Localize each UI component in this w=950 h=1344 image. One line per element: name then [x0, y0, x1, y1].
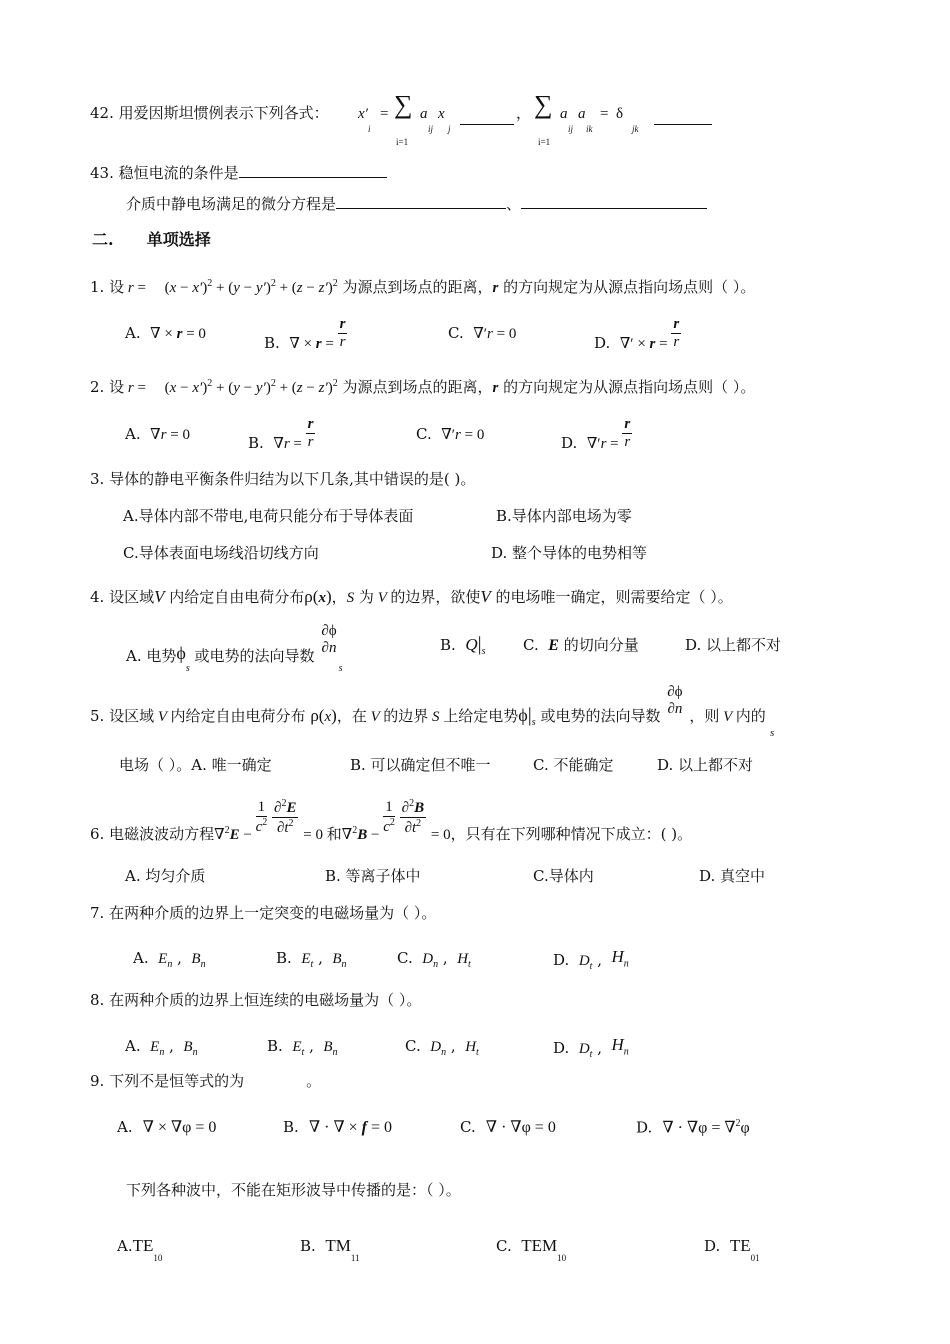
q7-b-label: B.	[276, 949, 292, 967]
q6-t1: 电磁波波动方程	[109, 824, 215, 843]
q6-t3: ，只有在下列哪种情况下成立：( )。	[450, 824, 693, 843]
q6-stem: 6. 电磁波波动方程∇$^2$E − $\frac{1}{c^2}$ $\frac{\partial^2E}{\partial t^2}$ = 0 和∇$^2$B − $\frac{1}{c^2}$ $\frac{\partial^2B}{\partial t^2}$ = 0，只有在下列哪种情况下成立：( )。	[90, 798, 693, 843]
q2-option-b[interactable]: B. ∇r = $\frac{r}{r}$	[248, 416, 314, 452]
q7-d-label: D.	[553, 951, 570, 969]
q9-text: 下列不是恒等式的为	[109, 1072, 245, 1090]
q5-t2: 内给定自由电荷分布	[170, 707, 306, 726]
q1-post: 为源点到场点的距离，	[342, 278, 493, 296]
q1-pre: 设	[109, 278, 125, 296]
q42-separator: ，	[516, 104, 532, 122]
q42-blank-2[interactable]	[654, 110, 712, 125]
q3-option-d[interactable]: D. 整个导体的电势相等	[491, 544, 648, 562]
q3-option-c[interactable]: C.导体表面电场线沿切线方向	[123, 544, 319, 562]
q1-option-d[interactable]: D. ∇′ × r = $\frac{r}{r}$	[594, 316, 680, 352]
q2-option-d[interactable]: D. ∇′r = $\frac{r}{r}$	[561, 416, 631, 452]
q2-stem: 2. 设 r = $(x - x')^2 + (y - y')^2 + (z - z')^2$ 为源点到场点的距离，r 的方向规定为从源点指向场点则（ ）。	[90, 378, 756, 396]
q4-t4: 为	[358, 588, 374, 606]
q1-b-label: B.	[264, 333, 280, 352]
q3-number: 3.	[90, 470, 105, 488]
q7-a-label: A.	[133, 949, 149, 967]
q5-t1: 设区域	[109, 707, 155, 726]
q9-option-a[interactable]: A. ∇ × ∇φ = 0	[117, 1118, 217, 1136]
q42-number: 42.	[90, 104, 114, 122]
q42-line	[90, 106, 329, 121]
q43-blank-1[interactable]	[239, 163, 387, 178]
q8-option-b[interactable]: B. $E_t$ , $B_n$	[267, 1037, 338, 1058]
q4-option-a[interactable]: A. 电势$\phi_s$ 或电势的法向导数 ∂ϕ ∂n $_s$	[126, 623, 343, 675]
q2-post-2: 的方向规定为从源点指向场点则（ ）。	[503, 378, 756, 396]
q4-t5: 的边界，欲使	[390, 588, 481, 606]
q5-t5: 上给定电势	[443, 707, 519, 726]
q6-option-c[interactable]: C.导体内	[533, 867, 594, 885]
q10-a-mode: TE	[132, 1236, 154, 1255]
q10-d-mode: TE	[729, 1236, 751, 1255]
q8-text: 在两种介质的边界上恒连续的电磁场量为（ ）。	[109, 991, 422, 1009]
q43-text-2: 介质中静电场满足的微分方程是	[126, 195, 337, 213]
q7-option-a[interactable]: A. $E_n$ , $B_n$	[133, 949, 206, 970]
q43-number: 43.	[90, 164, 114, 182]
q10-option-d[interactable]	[704, 1236, 760, 1263]
q1-post-2: 的方向规定为从源点指向场点则（ ）。	[503, 278, 756, 296]
q7-option-d[interactable]: D. $D_t$ , $H_n$	[553, 947, 629, 972]
q43-blank-3[interactable]	[521, 194, 707, 209]
q7-stem	[90, 906, 436, 921]
q9-stem	[90, 1074, 321, 1089]
q8-option-a[interactable]: A. $E_n$ , $B_n$	[125, 1037, 198, 1058]
q7-number: 7.	[90, 904, 105, 922]
q43-line-2	[126, 194, 707, 212]
q7-c-label: C.	[397, 949, 413, 967]
q43-text: 稳恒电流的条件是	[118, 164, 239, 182]
q6-t2: 和	[326, 824, 342, 843]
q43-separator: 、	[506, 195, 522, 213]
q3-option-a[interactable]: A.导体内部不带电,电荷只能分布于导体表面	[123, 507, 414, 525]
q43-line	[90, 163, 387, 181]
q10-a-index: 10	[153, 1253, 163, 1263]
q6-option-b[interactable]: B. 等离子体中	[325, 867, 421, 885]
q10-stem: 下列各种波中，不能在矩形波导中传播的是：（ ）。	[126, 1181, 461, 1199]
q4-t6: 的电场唯一确定，则需要给定（ ）。	[495, 588, 733, 606]
q1-a-label: A.	[125, 324, 141, 342]
section-title: 单项选择	[146, 230, 211, 249]
q10-c-mode: TEM	[521, 1236, 558, 1255]
q4-option-d[interactable]: D. 以上都不对	[685, 636, 782, 654]
q4-option-b[interactable]: B. $Q|_s$	[440, 633, 486, 657]
q7-option-b[interactable]: B. $E_t$ , $B_n$	[276, 949, 347, 970]
q3-text: 导体的静电平衡条件归结为以下几条,其中错误的是( )。	[109, 470, 476, 488]
q9-c-label: C.	[460, 1118, 476, 1136]
q5-option-c[interactable]: C. 不能确定	[533, 756, 614, 774]
q4-a-label: A. 电势	[126, 647, 177, 666]
q1-d-label: D.	[594, 333, 611, 352]
q2-post: 为源点到场点的距离，	[342, 378, 493, 396]
q2-a-label: A.	[125, 425, 141, 443]
q4-option-c[interactable]: C. E 的切向分量	[523, 636, 639, 654]
q4-t3: ，	[331, 588, 347, 606]
q3-option-b[interactable]: B.导体内部电场为零	[496, 507, 632, 525]
q5-stem: 5. 设区域 V 内给定自由电荷分布 ρ(x)，在 V 的边界 S 上给定电势$\phi|_s$ 或电势的法向导数 ∂ϕ ∂n ，则 V 内的	[90, 684, 766, 729]
q4-a-text: 或电势的法向导数	[194, 647, 315, 666]
q9-a-label: A.	[117, 1118, 133, 1136]
q8-option-d[interactable]: D. $D_t$ , $H_n$	[553, 1035, 629, 1060]
q4-b-label: B.	[440, 636, 456, 654]
q10-b-mode: TM	[325, 1236, 351, 1255]
q2-d-label: D.	[561, 433, 578, 452]
q1-number: 1.	[90, 278, 105, 296]
q3-stem	[90, 472, 475, 487]
q9-b-label: B.	[283, 1118, 299, 1136]
q2-b-label: B.	[248, 433, 264, 452]
q6-option-a[interactable]: A. 均匀介质	[125, 867, 206, 885]
q5-t4: 的边界	[383, 707, 429, 726]
q8-number: 8.	[90, 991, 105, 1009]
q2-number: 2.	[90, 378, 105, 396]
q5-t3: ，在	[336, 707, 367, 726]
q8-d-label: D.	[553, 1039, 570, 1057]
q5-t7: ，则	[689, 707, 720, 726]
q2-option-a[interactable]: A. ∇r = 0	[125, 425, 190, 443]
q42-text: 用爱因斯坦惯例表示下列各式：	[118, 104, 329, 122]
q5-number: 5.	[90, 707, 105, 726]
q4-stem: 4. 设区域V 内给定自由电荷分布ρ(x)，S 为 V 的边界，欲使V 的电场唯一确定，则需要给定（ ）。	[90, 587, 733, 606]
q10-option-b[interactable]	[300, 1236, 360, 1263]
q5-subscript-s: s	[770, 727, 775, 739]
q5-option-d[interactable]: D. 以上都不对	[657, 756, 754, 774]
q8-option-c[interactable]: C. $D_n$ , $H_t$	[405, 1037, 479, 1058]
q4-c-text: 的切向分量	[563, 636, 639, 654]
q1-formula-r: r	[124, 280, 134, 296]
q9-option-d[interactable]: D. ∇ · ∇φ = ∇$^2$φ	[636, 1118, 750, 1137]
q5-t8: 内的	[735, 707, 766, 726]
q2-c-label: C.	[416, 425, 432, 443]
q9-number: 9.	[90, 1072, 105, 1090]
q2-formula-r: r	[124, 380, 134, 396]
q4-c-label: C.	[523, 636, 539, 654]
q10-d-index: 01	[750, 1253, 760, 1263]
q10-option-c[interactable]	[496, 1236, 567, 1263]
q42-blank-1[interactable]	[460, 110, 514, 125]
q5-t6: 或电势的法向导数	[540, 707, 661, 726]
q9-option-c[interactable]: C. ∇ · ∇φ = 0	[460, 1118, 556, 1136]
q8-a-label: A.	[125, 1037, 141, 1055]
section-number: 二.	[92, 230, 114, 249]
q9-d-label: D.	[636, 1118, 653, 1137]
q8-c-label: C.	[405, 1037, 421, 1055]
q8-stem	[90, 993, 421, 1008]
q43-blank-2[interactable]	[336, 194, 506, 209]
q7-text: 在两种介质的边界上一定突变的电磁场量为（ ）。	[109, 904, 437, 922]
q1-option-a[interactable]: A. ∇ × r = 0	[125, 324, 206, 342]
q2-pre: 设	[109, 378, 125, 396]
q10-b-label: B.	[300, 1237, 316, 1255]
q10-a-label: A.	[117, 1237, 133, 1255]
q6-number: 6.	[90, 824, 105, 843]
q9-end: 。	[306, 1072, 322, 1090]
q4-t2: 内给定自由电荷分布	[169, 588, 305, 606]
q1-option-c[interactable]: C. ∇′r = 0	[448, 324, 517, 342]
q10-c-index: 10	[557, 1253, 567, 1263]
q4-number: 4.	[90, 588, 105, 606]
q8-b-label: B.	[267, 1037, 283, 1055]
section-heading	[92, 232, 211, 248]
q5-option-a[interactable]: 电场（ ）。A. 唯一确定	[119, 756, 272, 774]
q4-t1: 设区域	[109, 588, 155, 606]
q7-option-c[interactable]: C. $D_n$ , $H_t$	[397, 949, 471, 970]
q1-c-label: C.	[448, 324, 464, 342]
q10-option-a[interactable]	[117, 1236, 163, 1263]
q10-b-index: 11	[350, 1253, 360, 1263]
q1-option-b[interactable]: B. ∇ × r = $\frac{r}{r}$	[264, 316, 346, 352]
q6-option-d[interactable]: D. 真空中	[699, 867, 766, 885]
q5-option-b[interactable]: B. 可以确定但不唯一	[350, 756, 491, 774]
q10-c-label: C.	[496, 1237, 512, 1255]
q10-d-label: D.	[704, 1237, 721, 1255]
q1-stem: 1. 设 r = $(x - x')^2 + (y - y')^2 + (z - z')^2$ 为源点到场点的距离，r 的方向规定为从源点指向场点则（ ）。	[90, 278, 756, 296]
q2-option-c[interactable]: C. ∇′r = 0	[416, 425, 485, 443]
q9-option-b[interactable]: B. ∇ · ∇ × f = 0	[283, 1118, 393, 1136]
